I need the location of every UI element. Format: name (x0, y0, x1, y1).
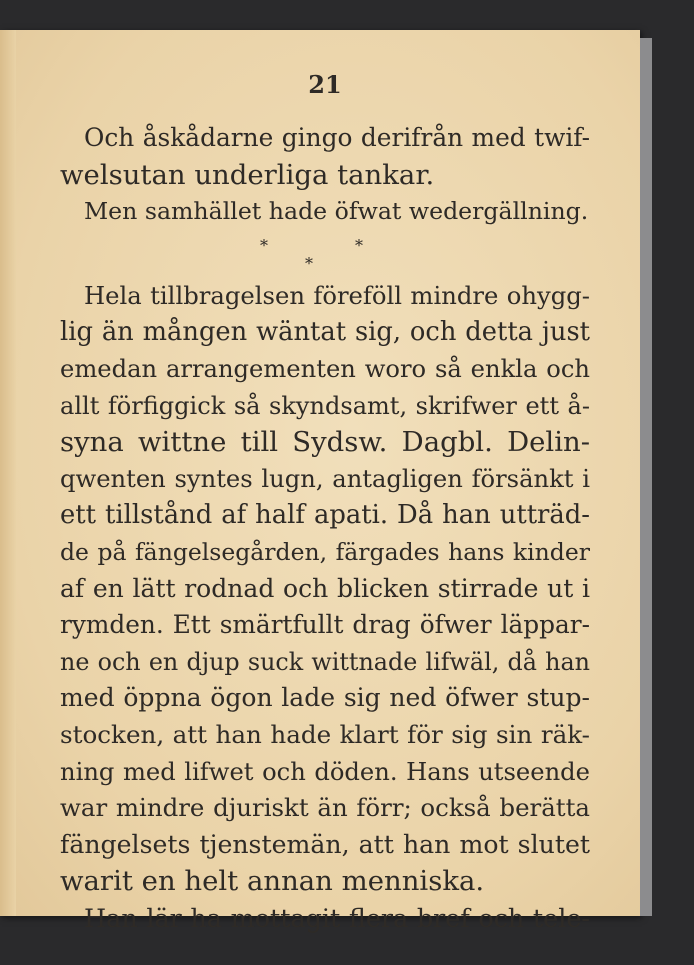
text-line: war mindre djuriskt än förr; också berätta (60, 793, 590, 823)
text-line: stocken, att han hade klart för sig sin räk- (60, 719, 590, 749)
page-edge (640, 38, 652, 916)
page-number: 21 (308, 70, 342, 99)
page-spine-shadow (0, 30, 16, 916)
text-line: ne och en djup suck wittnade lifwäl, då han (60, 647, 590, 676)
text-line: med öppna ögon lade sig ned öfwer stup- (60, 683, 590, 713)
text-line: lig än mången wäntat sig, och detta just (60, 317, 590, 348)
text-line: ning med lifwet och döden. Hans utseende (60, 757, 590, 786)
text-line: rymden. Ett smärtfullt drag öfwer läppar- (60, 610, 590, 640)
text-line: Hela tillbragelsen föreföll mindre ohygg- (84, 280, 590, 310)
section-break-ornament (60, 230, 590, 278)
text-line: emedan arrangementen woro så enkla och (60, 354, 590, 383)
text-line: syna wittne till Sydsw. Dagbl. Delin- (60, 426, 590, 459)
asterisk-icon: * (355, 235, 363, 255)
text-line: ett tillstånd af half apati. Då han utträd- (60, 500, 590, 531)
text-line: Och åskådarne gingo derifrån med twif- (84, 123, 590, 152)
text-line: Men samhället hade öfwat wedergällning. (84, 197, 589, 226)
text-line: warit en helt annan menniska. (60, 865, 485, 898)
text-line: fängelsets tjenstemän, att han mot slutet (60, 829, 590, 859)
asterisk-icon: * (305, 253, 313, 273)
text-line: af en lätt rodnad och blicken stirrade ut i (60, 573, 590, 603)
text-line: Han lär ha mottagit flera bref och tele- (84, 902, 590, 933)
asterisk-icon: * (260, 235, 268, 255)
paragraph-2 (60, 278, 590, 900)
text-block (60, 70, 590, 936)
paragraph-1 (60, 120, 590, 230)
text-line: welsutan underliga tankar. (60, 158, 435, 191)
text-line: qwenten syntes lugn, antagligen försänkt i (60, 464, 590, 493)
paragraph-3 (60, 900, 590, 937)
text-line: allt förfiggick så skyndsamt, skrifwer ett å- (60, 391, 590, 420)
text-line: de på fängelsegården, färgades hans kinder (60, 537, 590, 566)
